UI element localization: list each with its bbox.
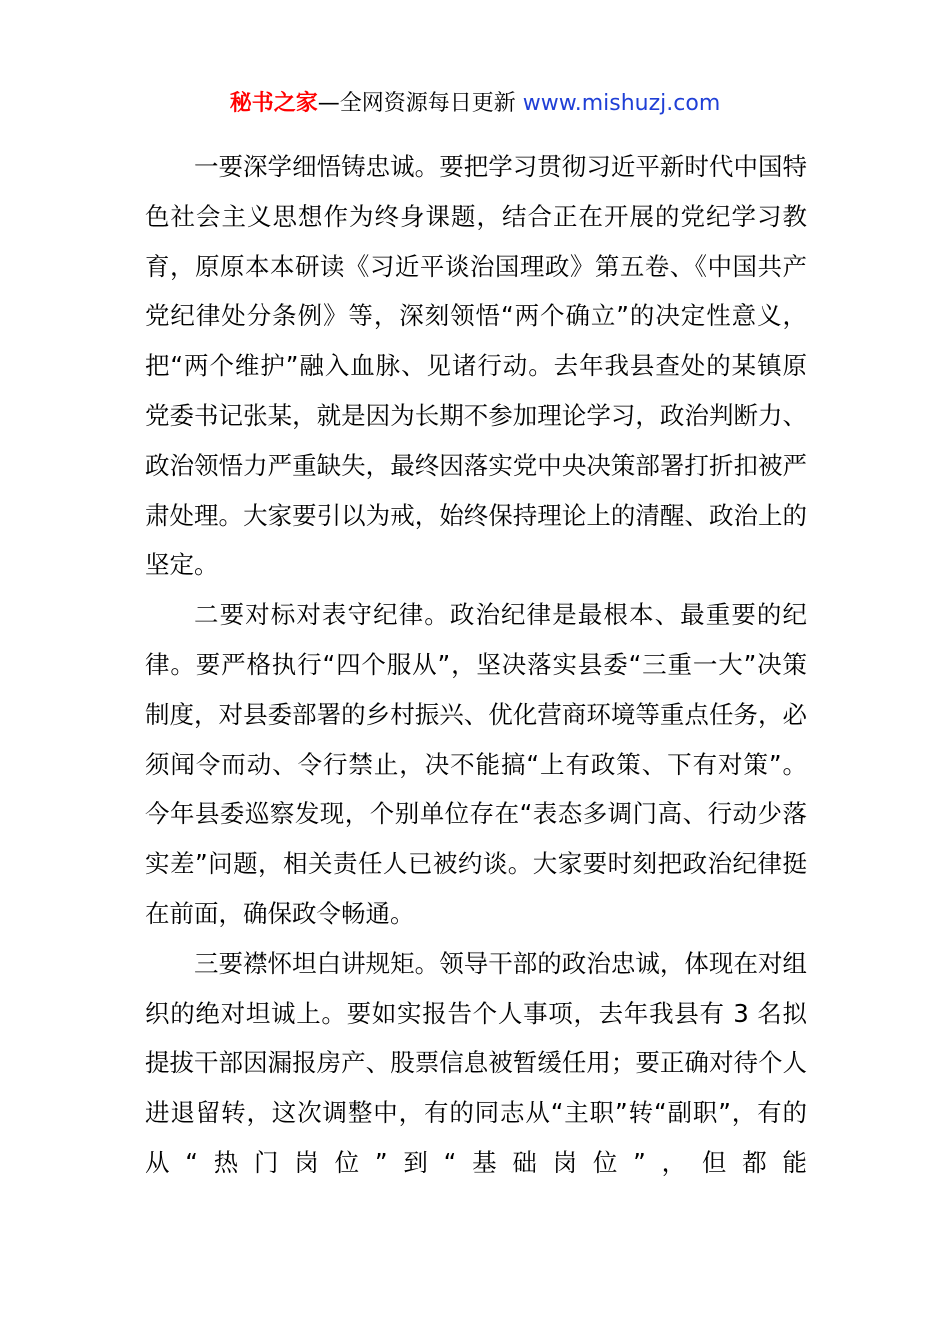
header-url-link[interactable]: www.mishuzj.com [522, 91, 721, 116]
paragraph-2: 二要对标对表守纪律。政治纪律是最根本、最重要的纪律。要严格执行“四个服从”，坚决落实县委“三重一大”决策制度，对县委部署的乡村振兴、优化营商环境等重点任务，必须闻令而动、令行禁止，决不能搞“上有政策、下有对策”。今年县委巡察发现，个别单位存在“表态多调门高、行动少落实差”问题，相关责任人已被约谈。大家要时刻把政治纪律挺在前面，确保政令畅通。 [145, 600, 807, 928]
document-body [145, 142, 807, 1188]
page-header [0, 88, 950, 120]
header-dash: — [317, 91, 340, 116]
header-tagline: 全网资源每日更新 [339, 91, 523, 116]
brand-name: 秘书之家 [229, 91, 318, 116]
paragraph-1: 一要深学细悟铸忠诚。要把学习贯彻习近平新时代中国特色社会主义思想作为终身课题，结合正在开展的党纪学习教育，原原本本研读《习近平谈治国理政》第五卷、《中国共产党纪律处分条例》等，深刻领悟“两个确立”的决定性意义，把“两个维护”融入血脉、见诸行动。去年我县查处的某镇原党委书记张某，就是因为长期不参加理论学习，政治判断力、政治领悟力严重缺失，最终因落实党中央决策部署打折扣被严肃处理。大家要引以为戒，始终保持理论上的清醒、政治上的坚定。 [145, 152, 807, 580]
paragraph-3: 三要襟怀坦白讲规矩。领导干部的政治忠诚，体现在对组织的绝对坦诚上。要如实报告个人事项，去年我县有 3 名拟提拔干部因漏报房产、股票信息被暂缓任用；要正确对待个人进退留转，这次调整中，有的同志从“主职”转“副职”，有的从“热门岗位”到“基础岗位”，但都能 [145, 948, 807, 1177]
